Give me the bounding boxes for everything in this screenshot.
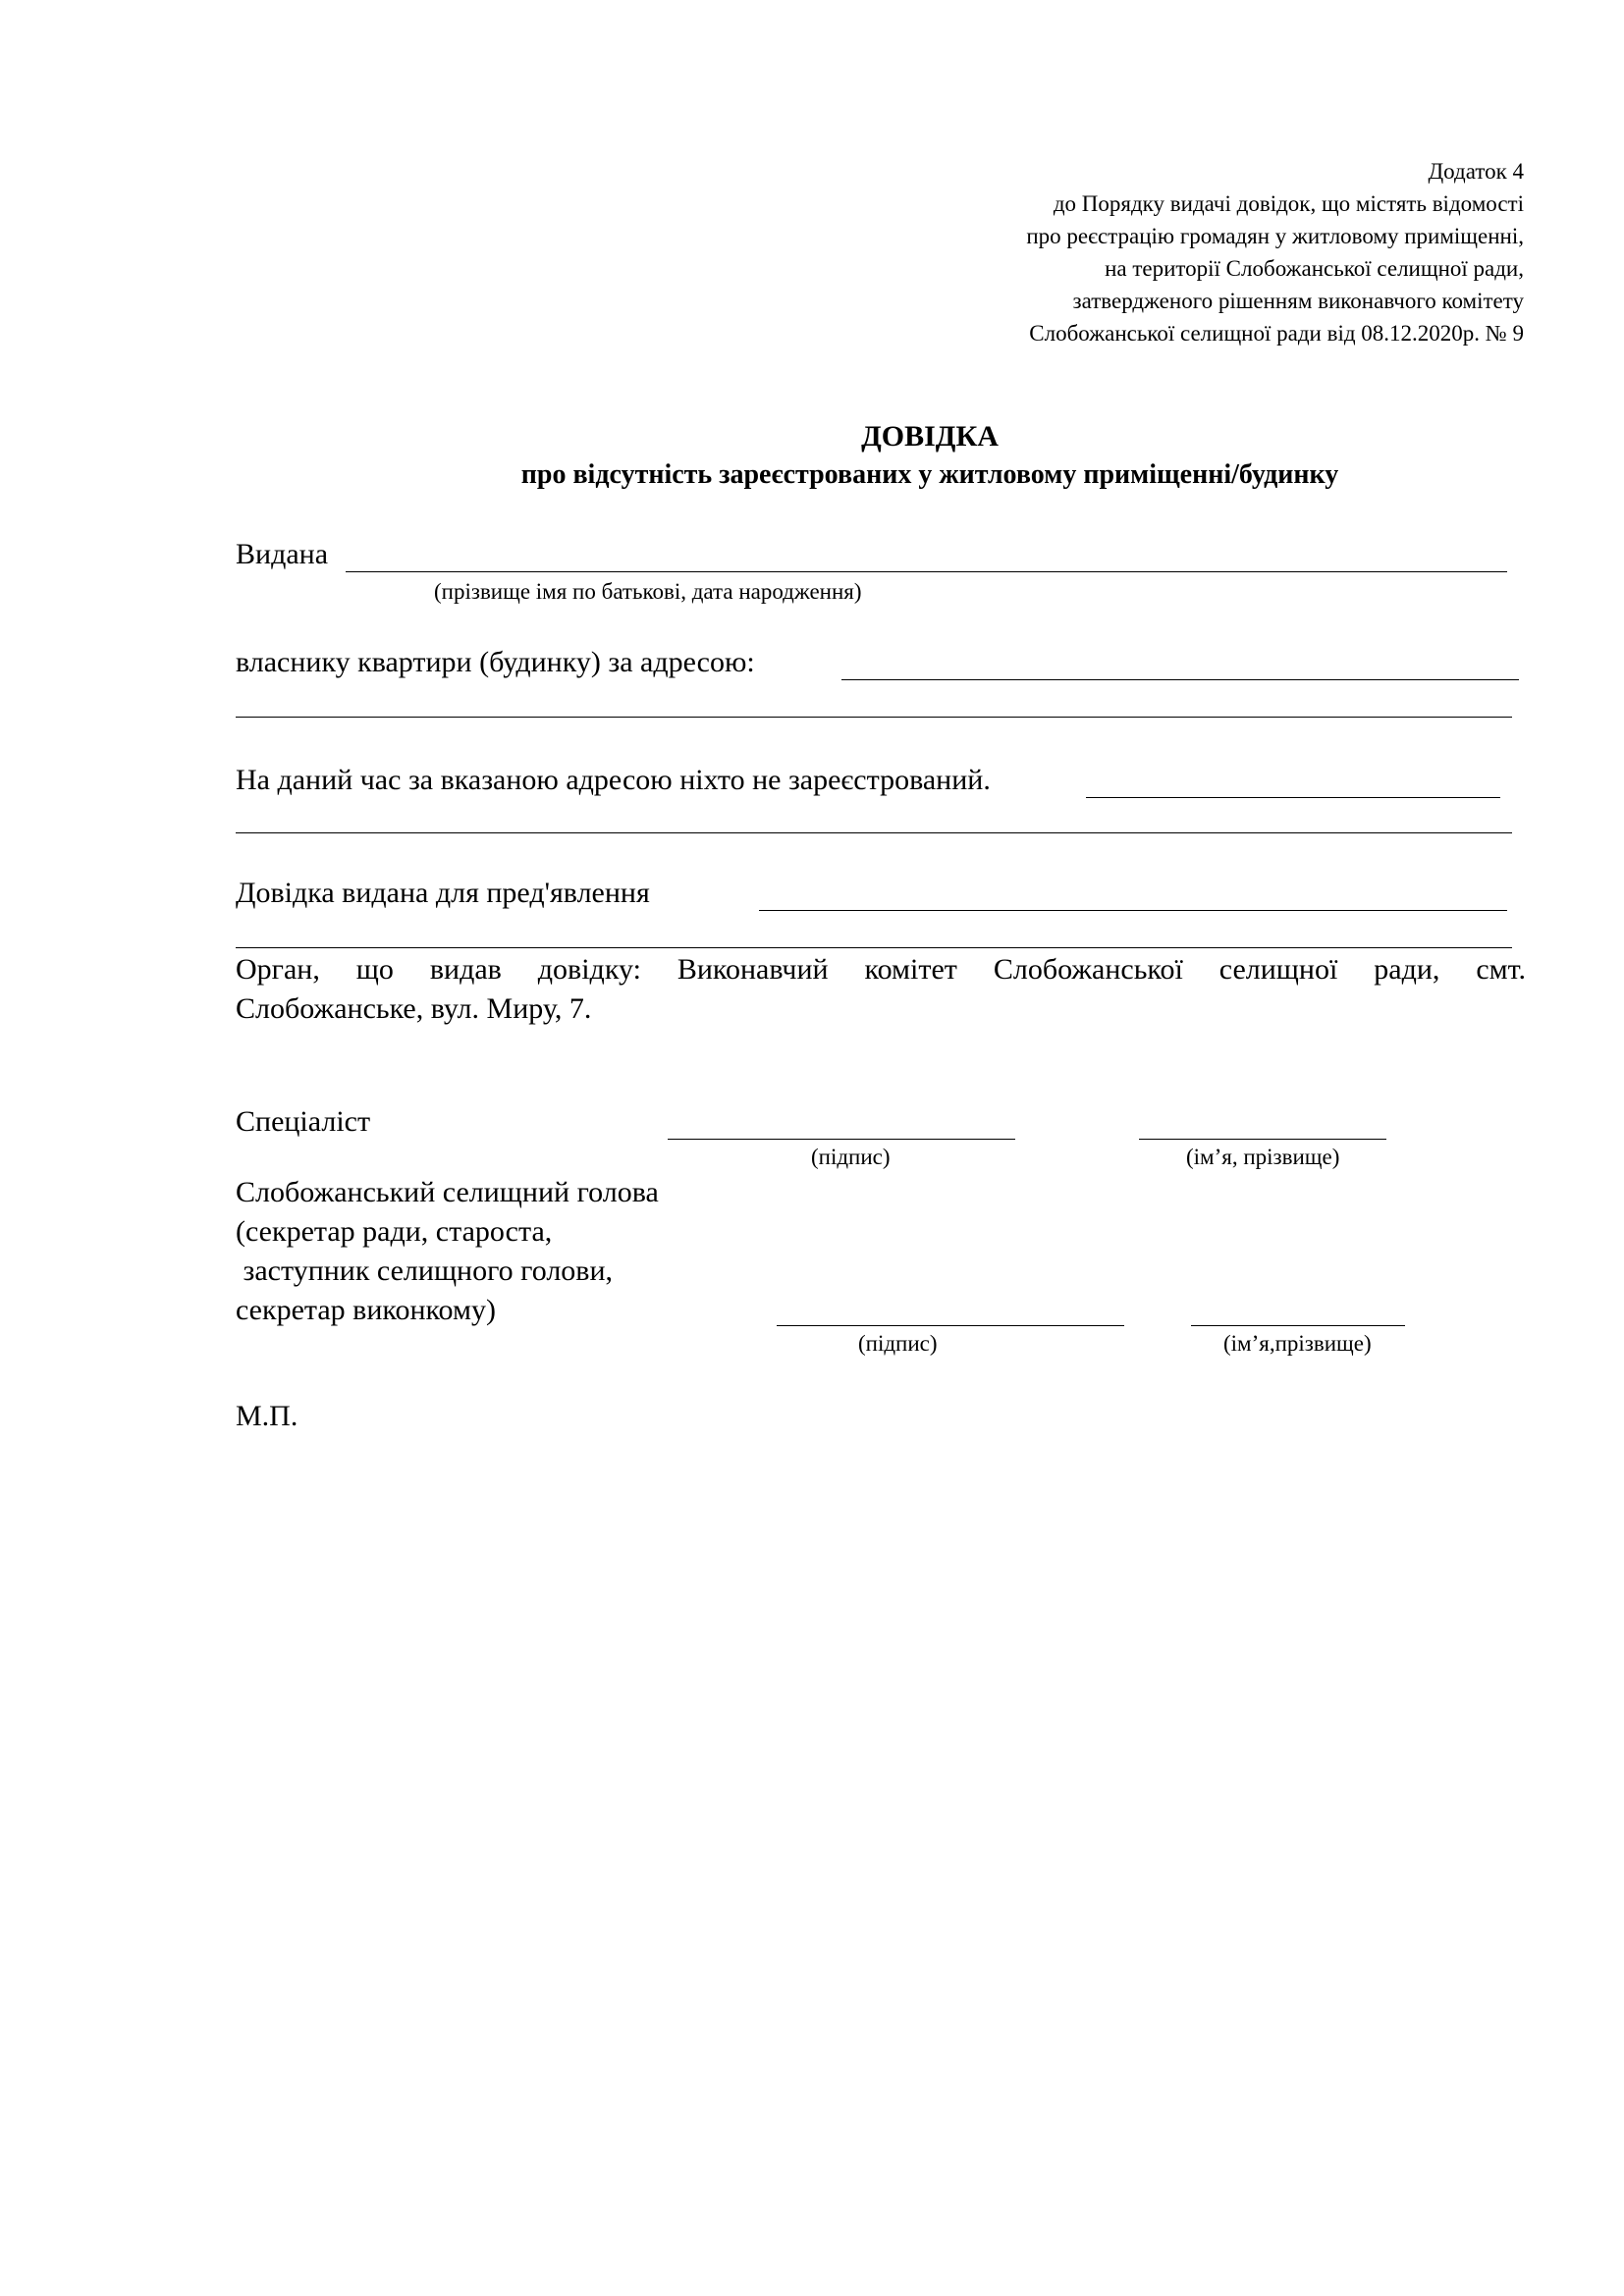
- issuer-text-line-1: Орган, що видав довідку: Виконавчий комітет Слобожанської селищної ради, смт.: [236, 953, 1526, 986]
- head-name-line[interactable]: [1191, 1325, 1405, 1326]
- nobody-registered-line-1[interactable]: [1086, 797, 1500, 798]
- document-title: ДОВІДКА: [861, 420, 999, 453]
- specialist-name-hint: (ім’я, прізвище): [1186, 1145, 1340, 1169]
- appendix-line-2: до Порядку видачі довідок, що містять відомості: [1053, 191, 1524, 216]
- head-label-line-1: Слобожанський селищний голова: [236, 1176, 659, 1208]
- document-subtitle: про відсутність зареєстрованих у житловому приміщенні/будинку: [520, 459, 1339, 490]
- issuer-text-line-2: Слобожанське, вул. Миру, 7.: [236, 992, 592, 1025]
- purpose-line-1[interactable]: [759, 910, 1507, 911]
- owner-address-line-2[interactable]: [236, 717, 1512, 718]
- issued-to-hint: (прізвище імя по батькові, дата народження): [434, 579, 862, 604]
- head-label-line-4: секретар виконкому): [236, 1294, 496, 1326]
- appendix-line-4: на території Слобожанської селищної ради,: [1105, 256, 1524, 281]
- appendix-line-1: Додаток 4: [1428, 159, 1524, 184]
- nobody-registered-text: На даний час за вказаною адресою ніхто не зареєстрований.: [236, 764, 991, 796]
- owner-address-label: власнику квартири (будинку) за адресою:: [236, 646, 755, 678]
- stamp-label: М.П.: [236, 1400, 298, 1432]
- specialist-signature-line[interactable]: [668, 1139, 1015, 1140]
- purpose-line-2[interactable]: [236, 947, 1512, 948]
- specialist-name-line[interactable]: [1139, 1139, 1386, 1140]
- head-label-line-2: (секретар ради, староста,: [236, 1215, 553, 1248]
- appendix-line-5: затвердженого рішенням виконавчого комітету: [1072, 289, 1524, 313]
- nobody-registered-line-2[interactable]: [236, 832, 1512, 833]
- appendix-line-6: Слобожанської селищної ради від 08.12.2020р. № 9: [1029, 321, 1524, 346]
- head-name-hint: (ім’я,прізвище): [1223, 1331, 1372, 1356]
- appendix-block: [1026, 155, 1524, 349]
- purpose-label: Довідка видана для пред'явлення: [236, 877, 650, 909]
- owner-address-line-1[interactable]: [841, 679, 1519, 680]
- issued-to-label: Видана: [236, 538, 329, 570]
- specialist-label: Спеціаліст: [236, 1105, 371, 1138]
- head-signature-hint: (підпис): [858, 1331, 938, 1356]
- appendix-line-3: про реєстрацію громадян у житловому приміщенні,: [1026, 224, 1524, 248]
- head-signature-line[interactable]: [777, 1325, 1124, 1326]
- head-label-line-3: заступник селищного голови,: [236, 1255, 614, 1287]
- issued-to-line[interactable]: [346, 571, 1507, 572]
- specialist-signature-hint: (підпис): [811, 1145, 891, 1169]
